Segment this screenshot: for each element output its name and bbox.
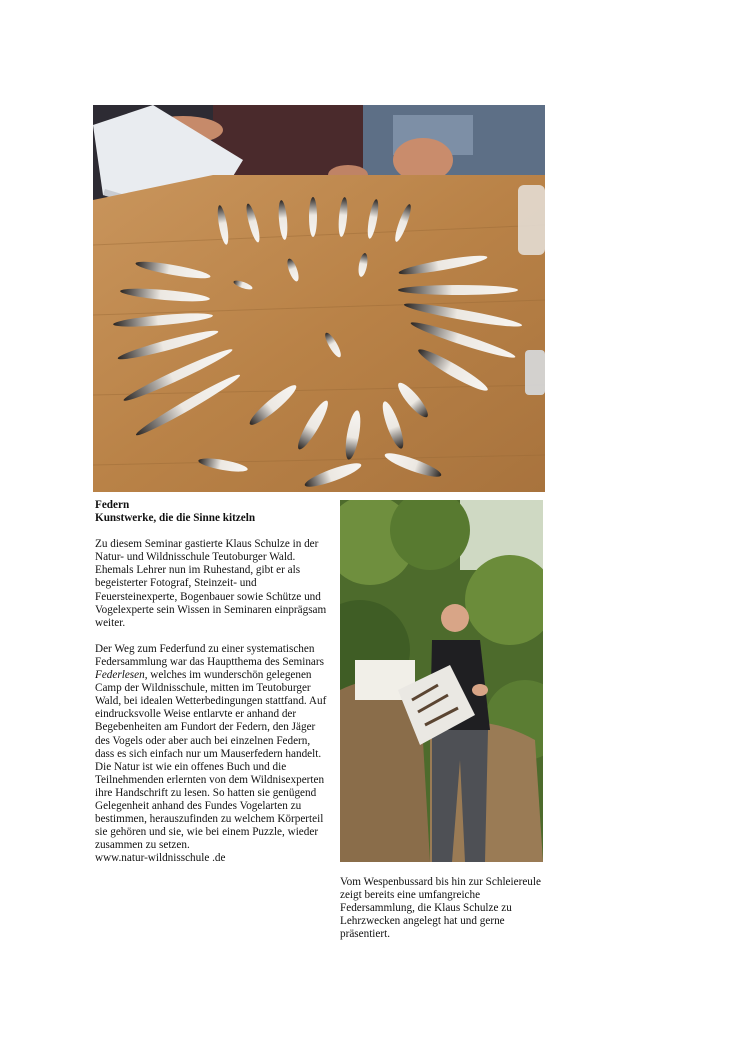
article-text-column	[95, 499, 331, 865]
feather-collection-photo	[340, 500, 543, 862]
feathers-table-illustration	[93, 105, 545, 492]
man-with-feathers-illustration	[340, 500, 543, 862]
paragraph-seminar	[95, 643, 331, 761]
article-subtitle: Kunstwerke, die die Sinne kitzeln	[95, 512, 256, 525]
paragraph-seminar-part1: Der Weg zum Federfund zu einer systematischen Federsammlung war das Hauptthema des Seminars	[95, 642, 324, 668]
photo-caption: Vom Wespenbussard bis hin zur Schleiereule zeigt bereits eine umfangreiche Federsammlung, die Klaus Schulze zu Lehrzwecken angelegt hat und gerne präsentiert.	[340, 876, 541, 941]
paragraph-nature: Die Natur ist wie ein offenes Buch und die Teilnehmenden erlernten von dem Wildnisexperten ihre Handschrift zu lesen. So hatten sie genügend Gelegenheit anhand des Fundes Vogelarten zu bestimmen, herauszufinden zu welchem Körperteil sie gehören und sie, wie bei einem Puzzle, wieder zusammen zu setzen.	[95, 760, 325, 852]
feathers-table-photo	[93, 105, 545, 492]
paragraph-seminar-part2: , welches im wunderschön gelegenen Camp der Wildnisschule, mitten im Teutoburger Wald, bei idealen Wetterbedingungen stattfand. Auf eindrucksvolle Weise entlarvte er anhand der Begebenheiten am Fundort der Federn, den Jäger des Vogels oder aber auch bei einzelnen Federn, dass es sich einfach nur um Mauserfedern handelt.	[95, 669, 327, 760]
website-link[interactable]: www.natur-wildnisschule .de	[95, 852, 226, 865]
seminar-name: Federlesen	[95, 669, 145, 682]
article-title: Federn	[95, 499, 130, 511]
paragraph-intro: Zu diesem Seminar gastierte Klaus Schulze in der Natur- und Wildnisschule Teutoburger Wald. Ehemals Lehrer nun im Ruhestand, gibt er als begeisterter Fotograf, Steinzeit- und Feuersteinexperte, Bogenbauer sowie Schütze und Vogelexperte sein Wissen in Seminaren einprägsam weiter.	[95, 538, 327, 629]
